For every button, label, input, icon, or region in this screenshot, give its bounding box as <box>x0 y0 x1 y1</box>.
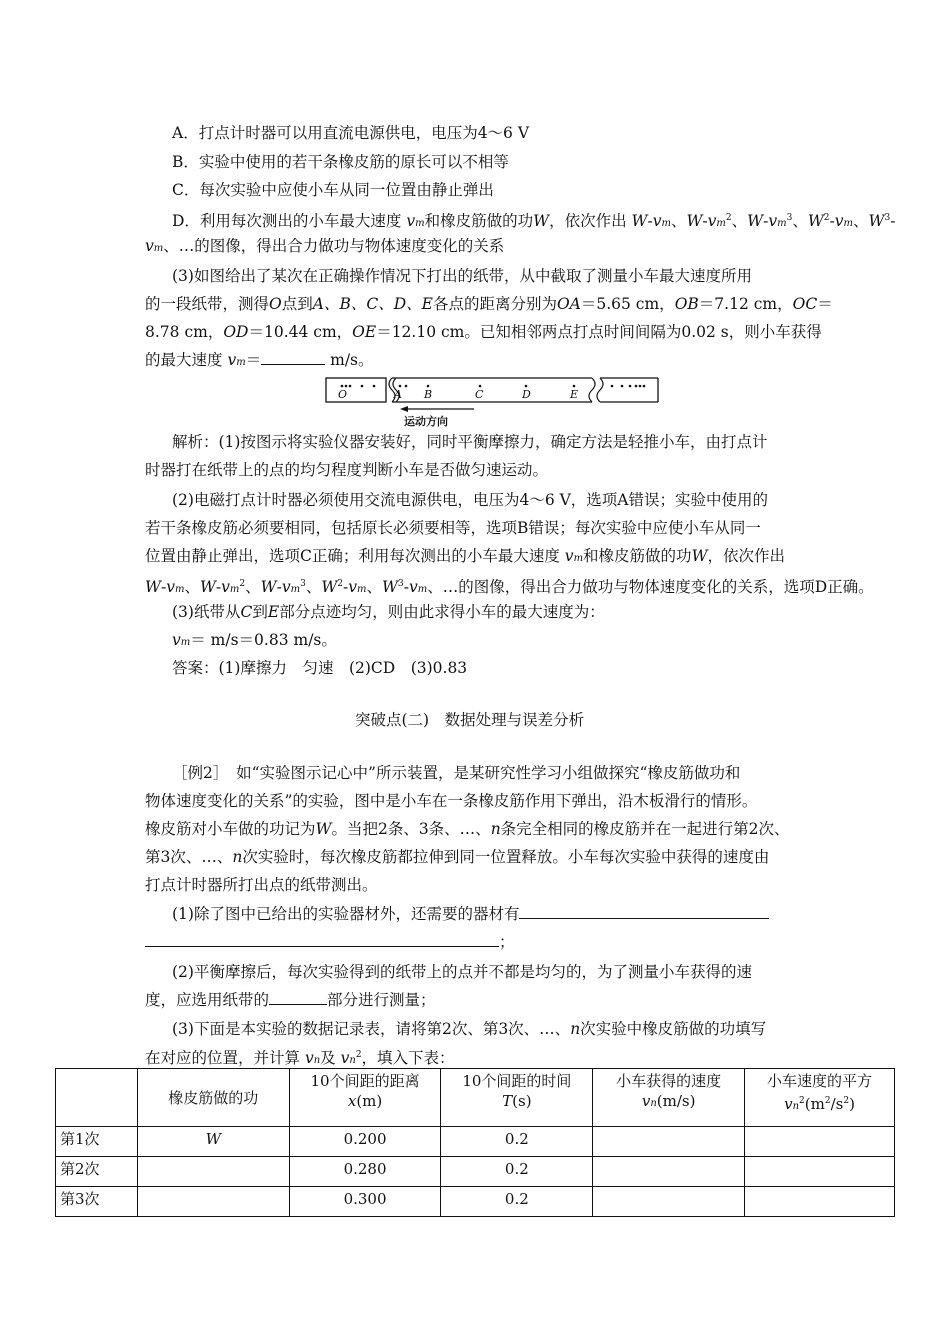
cell-velocity[interactable] <box>593 1127 745 1157</box>
cell-time: 0.2 <box>441 1187 593 1217</box>
solution-2b: 若干条橡皮筋必须要相同，包括原长必须要相等，选项B错误；每次实验中应使小车从同一 <box>145 519 761 537</box>
solution-2c: 位置由静止弹出，选项C正确；利用每次测出的小车最大速度 vm和橡皮筋做的功W，依次作出 <box>145 547 786 565</box>
answer-line: 答案：(1)摩擦力 匀速 (2)CD (3)0.83 <box>172 659 468 677</box>
q3-line3: 8.78 cm，OD＝10.44 cm，OE＝12.10 cm。已知相邻两点打点时间间隔为0.02 s，则小车获得 <box>145 323 822 341</box>
part1-line2: ； <box>145 932 515 952</box>
direction-label: 运动方向 <box>404 415 448 428</box>
table-header-row <box>56 1069 895 1127</box>
tape-part-blank[interactable] <box>269 990 327 1005</box>
point-c-label: C <box>475 388 484 401</box>
header-distance: 10个间距的距离 x(m) <box>289 1069 441 1127</box>
cell-velocity[interactable] <box>593 1187 745 1217</box>
row-label: 第1次 <box>56 1127 138 1157</box>
part1-line: (1)除了图中已给出的实验器材外，还需要的器材有 <box>172 904 769 924</box>
example2-line3: 橡皮筋对小车做的功记为W。当把2条、3条、…、n条完全相同的橡皮筋并在一起进行第2次、 <box>145 820 790 838</box>
cell-time: 0.2 <box>441 1157 593 1187</box>
part3-line2: 在对应的位置，并计算 vn及 $vn^2$，填入下表： <box>145 1049 455 1068</box>
point-o-label: O <box>338 388 348 401</box>
cell-work[interactable] <box>137 1187 289 1217</box>
cell-distance: 0.280 <box>289 1157 441 1187</box>
q3-line1: (3)如图给出了某次在正确操作情况下打出的纸带，从中截取了测量小车最大速度所用 <box>172 267 752 285</box>
table-row <box>56 1157 895 1187</box>
equipment-blank-1[interactable] <box>519 904 769 919</box>
header-work: 橡皮筋做的功 <box>137 1069 289 1127</box>
paper-tape-figure <box>322 375 662 431</box>
header-time: 10个间距的时间 T(s) <box>441 1069 593 1127</box>
solution-2d: W-vm、$W-vm^2$、$W-vm^3$、$W^2-vm$、$W^3-vm$、…的图像，得出合力做功与物体速度变化的关系，选项D正确。 <box>145 578 874 597</box>
example2-line4: 第3次、…、n次实验时，每次橡皮筋都拉伸到同一位置释放。小车每次实验中获得的速度由 <box>145 848 770 866</box>
point-b-label: B <box>424 388 433 401</box>
solution-3a: (3)纸带从C到E部分点迹均匀，则由此求得小车的最大速度为： <box>172 603 605 621</box>
solution-3b: vm＝ m/s＝0.83 m/s。 <box>172 631 337 649</box>
example2-line2: 物体速度变化的关系”的实验，图中是小车在一条橡皮筋作用下弹出，沿木板滑行的情形。 <box>145 792 758 810</box>
point-a-label: A <box>394 388 402 401</box>
q3-line2: 的一段纸带，测得O点到A、B、C、D、E各点的距离分别为OA＝5.65 cm，OB＝7.12 cm，OC＝ <box>145 295 833 313</box>
q3-line4: 的最大速度 vm＝ m/s。 <box>145 351 374 369</box>
option-a: A．打点计时器可以用直流电源供电，电压为4～6 V <box>172 124 530 142</box>
cell-time: 0.2 <box>441 1127 593 1157</box>
part2-line2: 度，应选用纸带的 部分进行测量； <box>145 991 436 1009</box>
answer-blank[interactable] <box>261 350 325 365</box>
table-row <box>56 1127 895 1157</box>
option-b: B．实验中使用的若干条橡皮筋的原长可以不相等 <box>172 153 509 171</box>
point-e-label: E <box>570 388 579 401</box>
cell-velocity[interactable] <box>593 1157 745 1187</box>
example2-line1: ［例2］ 如“实验图示记心中”所示装置，是某研究性学习小组做探究“橡皮筋做功和 <box>172 764 741 782</box>
cell-velocity-squared[interactable] <box>745 1187 895 1217</box>
point-d-label: D <box>522 388 531 401</box>
option-c: C．每次实验中应使小车从同一位置由静止弹出 <box>172 181 494 199</box>
table-row <box>56 1187 895 1217</box>
cell-work[interactable]: W <box>137 1127 289 1157</box>
option-d-line1: D．利用每次测出的小车最大速度 vm和橡皮筋做的功W，依次作出 W-vm、$W-vm^2$、$W-vm^3$、$W^2-vm$、$W^3-$ <box>172 212 896 231</box>
solution-2a: (2)电磁打点计时器必须使用交流电源供电，电压为4～6 V，选项A错误；实验中使用的 <box>172 491 768 509</box>
header-velocity: 小车获得的速度 vn(m/s) <box>593 1069 745 1127</box>
data-record-table <box>55 1068 895 1217</box>
option-d-line2: vm、…的图像，得出合力做功与物体速度变化的关系 <box>145 237 505 255</box>
row-label: 第3次 <box>56 1187 138 1217</box>
solution-1b: 时器打在纸带上的点的均匀程度判断小车是否做匀速运动。 <box>145 461 549 479</box>
cell-velocity-squared[interactable] <box>745 1157 895 1187</box>
cell-distance: 0.300 <box>289 1187 441 1217</box>
equipment-blank-2[interactable] <box>145 932 499 947</box>
cell-work[interactable] <box>137 1157 289 1187</box>
part3-line1: (3)下面是本实验的数据记录表，请将第2次、第3次、…、n次实验中橡皮筋做的功填写 <box>172 1020 767 1038</box>
header-velocity-squared: 小车速度的平方 $vn^2(m^2/s^2)$ <box>745 1069 895 1127</box>
solution-1a: 解析：(1)按图示将实验仪器安装好，同时平衡摩擦力，确定方法是轻推小车，由打点计 <box>172 433 768 451</box>
example2-line5: 打点计时器所打出点的纸带测出。 <box>145 876 378 894</box>
row-label: 第2次 <box>56 1157 138 1187</box>
part2-line1: (2)平衡摩擦后，每次实验得到的纸带上的点并不都是均匀的，为了测量小车获得的速 <box>172 963 752 981</box>
section-title: 突破点(二) 数据处理与误差分析 <box>355 711 585 729</box>
header-empty <box>56 1069 138 1127</box>
cell-velocity-squared[interactable] <box>745 1127 895 1157</box>
cell-distance: 0.200 <box>289 1127 441 1157</box>
